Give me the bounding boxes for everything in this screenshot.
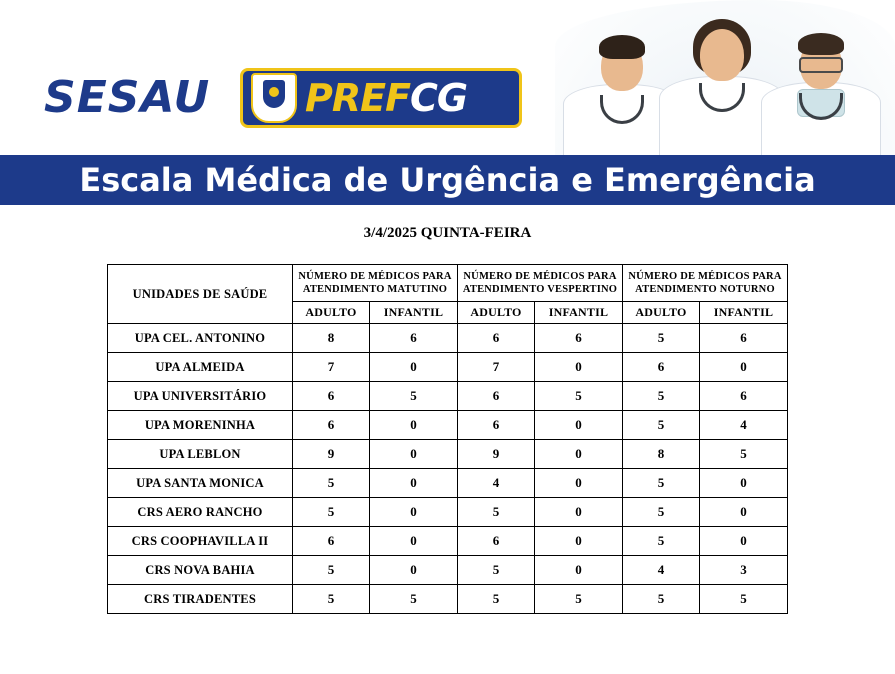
cell-night-child: 3 — [700, 556, 788, 585]
cell-afternoon-child: 0 — [535, 469, 623, 498]
cell-unit-name: CRS COOPHAVILLA II — [108, 527, 293, 556]
schedule-date: 3/4/2025 QUINTA-FEIRA — [363, 225, 532, 241]
cell-unit-name: UPA CEL. ANTONINO — [108, 324, 293, 353]
cell-morning-adult: 5 — [293, 498, 370, 527]
table-row — [108, 353, 788, 382]
cell-morning-child: 0 — [370, 469, 458, 498]
title-bar — [0, 155, 895, 205]
cell-unit-name: UPA LEBLON — [108, 440, 293, 469]
cell-afternoon-adult: 7 — [458, 353, 535, 382]
cell-night-adult: 6 — [623, 353, 700, 382]
page-header — [0, 0, 895, 155]
cell-afternoon-child: 0 — [535, 498, 623, 527]
column-group-afternoon: NÚMERO DE MÉDICOS PARA ATENDIMENTO VESPERTINO — [458, 265, 623, 302]
cell-afternoon-child: 0 — [535, 411, 623, 440]
cell-unit-name: CRS TIRADENTES — [108, 585, 293, 614]
column-group-morning: NÚMERO DE MÉDICOS PARA ATENDIMENTO MATUTINO — [293, 265, 458, 302]
doctors-photo — [545, 0, 895, 155]
cell-afternoon-adult: 6 — [458, 411, 535, 440]
sesau-logo: SESAU — [44, 72, 211, 123]
cell-night-adult: 5 — [623, 469, 700, 498]
table-row — [108, 440, 788, 469]
cell-morning-adult: 6 — [293, 411, 370, 440]
cell-morning-adult: 8 — [293, 324, 370, 353]
table-row — [108, 469, 788, 498]
cell-afternoon-child: 5 — [535, 382, 623, 411]
table-row — [108, 498, 788, 527]
cell-afternoon-adult: 6 — [458, 527, 535, 556]
cell-night-child: 0 — [700, 527, 788, 556]
hair — [599, 35, 645, 59]
column-header-afternoon-child: INFANTIL — [535, 302, 623, 324]
cell-afternoon-adult: 4 — [458, 469, 535, 498]
prefcg-logo — [240, 68, 522, 128]
cell-night-adult: 5 — [623, 498, 700, 527]
cell-morning-adult: 7 — [293, 353, 370, 382]
table-header — [108, 265, 788, 324]
cell-unit-name: CRS NOVA BAHIA — [108, 556, 293, 585]
column-header-night-adult: ADULTO — [623, 302, 700, 324]
cell-unit-name: CRS AERO RANCHO — [108, 498, 293, 527]
cell-night-child: 4 — [700, 411, 788, 440]
schedule-table — [107, 264, 788, 614]
cell-afternoon-child: 6 — [535, 324, 623, 353]
cell-morning-adult: 6 — [293, 527, 370, 556]
cell-morning-child: 0 — [370, 556, 458, 585]
cell-night-child: 0 — [700, 353, 788, 382]
cell-morning-adult: 6 — [293, 382, 370, 411]
cell-afternoon-adult: 5 — [458, 556, 535, 585]
cell-night-child: 0 — [700, 498, 788, 527]
cell-afternoon-adult: 6 — [458, 382, 535, 411]
hair — [798, 33, 844, 55]
cell-afternoon-adult: 6 — [458, 324, 535, 353]
column-header-afternoon-adult: ADULTO — [458, 302, 535, 324]
cell-afternoon-child: 0 — [535, 556, 623, 585]
cell-night-adult: 5 — [623, 527, 700, 556]
cell-morning-child: 0 — [370, 498, 458, 527]
cell-morning-adult: 5 — [293, 585, 370, 614]
cell-morning-adult: 9 — [293, 440, 370, 469]
column-header-morning-adult: ADULTO — [293, 302, 370, 324]
cell-night-child: 5 — [700, 585, 788, 614]
table-header-row-groups — [108, 265, 788, 302]
cell-morning-child: 0 — [370, 527, 458, 556]
table-row — [108, 324, 788, 353]
page-title: Escala Médica de Urgência e Emergência — [79, 161, 816, 199]
cell-afternoon-adult: 5 — [458, 498, 535, 527]
cell-afternoon-adult: 9 — [458, 440, 535, 469]
cell-morning-child: 6 — [370, 324, 458, 353]
cell-night-adult: 5 — [623, 411, 700, 440]
cell-night-adult: 5 — [623, 585, 700, 614]
cell-afternoon-adult: 5 — [458, 585, 535, 614]
table-row — [108, 527, 788, 556]
column-header-night-child: INFANTIL — [700, 302, 788, 324]
cell-morning-adult: 5 — [293, 469, 370, 498]
table-row — [108, 556, 788, 585]
glasses-icon — [799, 57, 843, 73]
cell-unit-name: UPA SANTA MONICA — [108, 469, 293, 498]
table-row — [108, 411, 788, 440]
prefcg-wordmark — [305, 76, 467, 120]
cell-morning-adult: 5 — [293, 556, 370, 585]
cell-night-child: 0 — [700, 469, 788, 498]
column-header-units: UNIDADES DE SAÚDE — [108, 265, 293, 324]
cell-unit-name: UPA ALMEIDA — [108, 353, 293, 382]
cell-morning-child: 5 — [370, 585, 458, 614]
cell-night-adult: 4 — [623, 556, 700, 585]
cell-night-child: 6 — [700, 324, 788, 353]
cell-morning-child: 0 — [370, 411, 458, 440]
cell-night-child: 6 — [700, 382, 788, 411]
cell-afternoon-child: 5 — [535, 585, 623, 614]
coat-of-arms-icon — [251, 73, 297, 123]
cell-morning-child: 0 — [370, 353, 458, 382]
face — [700, 29, 744, 81]
cell-unit-name: UPA UNIVERSITÁRIO — [108, 382, 293, 411]
cell-morning-child: 5 — [370, 382, 458, 411]
cell-unit-name: UPA MORENINHA — [108, 411, 293, 440]
table-row — [108, 585, 788, 614]
schedule-table-container — [0, 264, 895, 614]
table-row — [108, 382, 788, 411]
cell-night-adult: 8 — [623, 440, 700, 469]
cell-night-adult: 5 — [623, 382, 700, 411]
column-header-morning-child: INFANTIL — [370, 302, 458, 324]
cell-afternoon-child: 0 — [535, 353, 623, 382]
cell-night-adult: 5 — [623, 324, 700, 353]
cell-night-child: 5 — [700, 440, 788, 469]
column-group-night: NÚMERO DE MÉDICOS PARA ATENDIMENTO NOTURNO — [623, 265, 788, 302]
prefcg-cg-text: CG — [410, 76, 468, 120]
cell-morning-child: 0 — [370, 440, 458, 469]
prefcg-pref-text: PREF — [305, 76, 411, 120]
table-body — [108, 324, 788, 614]
doctor-right — [761, 31, 881, 155]
cell-afternoon-child: 0 — [535, 527, 623, 556]
cell-afternoon-child: 0 — [535, 440, 623, 469]
